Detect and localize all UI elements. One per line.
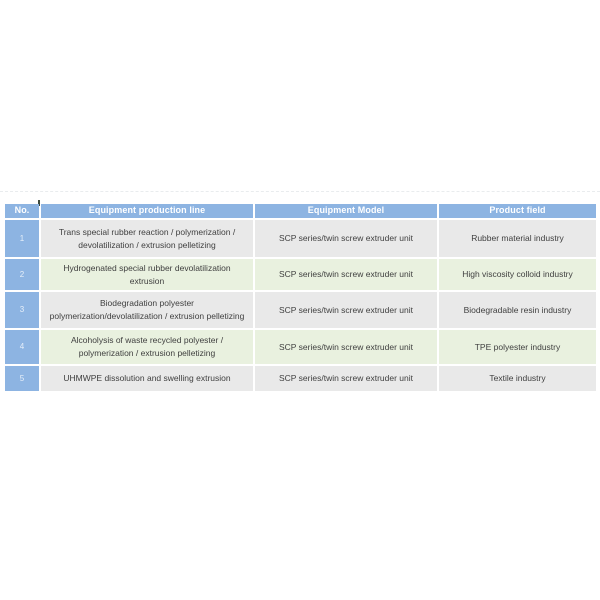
row-5-field: Textile industry (439, 366, 596, 391)
row-3-number: 3 (5, 292, 39, 328)
row-5-model: SCP series/twin screw extruder unit (255, 366, 437, 391)
row-4-model: SCP series/twin screw extruder unit (255, 330, 437, 364)
row-1-model: SCP series/twin screw extruder unit (255, 220, 437, 257)
row-1-production-line: Trans special rubber reaction / polymerization / devolatilization / extrusion pelletizing (41, 220, 253, 257)
row-2-production-line: Hydrogenated special rubber devolatilization extrusion (41, 259, 253, 290)
row-3-field: Biodegradable resin industry (439, 292, 596, 328)
row-3-production-line: Biodegradation polyester polymerization/devolatilization / extrusion pelletizing (41, 292, 253, 328)
col-header-equipment-model: Equipment Model (255, 204, 437, 218)
row-5-number: 5 (5, 366, 39, 391)
row-2-model: SCP series/twin screw extruder unit (255, 259, 437, 290)
col-header-no: No. (5, 204, 39, 218)
row-2-field: High viscosity colloid industry (439, 259, 596, 290)
row-4-field: TPE polyester industry (439, 330, 596, 364)
row-3-model: SCP series/twin screw extruder unit (255, 292, 437, 328)
row-4-production-line: Alcoholysis of waste recycled polyester / polymerization / extrusion pelletizing (41, 330, 253, 364)
row-2-number: 2 (5, 259, 39, 290)
row-4-number: 4 (5, 330, 39, 364)
row-1-number: 1 (5, 220, 39, 257)
row-5-production-line: UHMWPE dissolution and swelling extrusion (41, 366, 253, 391)
row-1-field: Rubber material industry (439, 220, 596, 257)
equipment-table (5, 204, 596, 391)
col-header-production-line: Equipment production line (41, 204, 253, 218)
col-header-product-field: Product field (439, 204, 596, 218)
faint-horizontal-rule (0, 191, 600, 192)
